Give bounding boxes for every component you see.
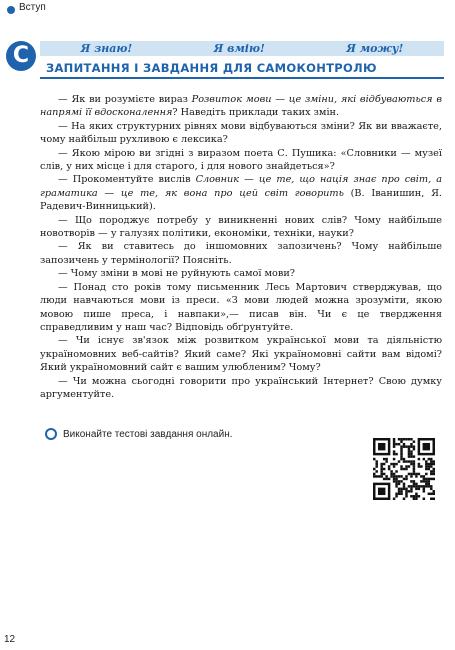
section-badge: С xyxy=(6,41,36,71)
section-label: Вступ xyxy=(19,2,46,13)
circle-bullet-icon xyxy=(45,428,57,440)
motto-know: Я знаю! xyxy=(80,42,133,55)
question-text: — Понад сто років тому письменник Лесь Мартович стверджував, що люди навчаються мови із преси. «З мови людей можна зрозуміти, якою мовою пише преса, і навпаки»,— писав він. Чи є це твердження справедливим у наш час? Відповідь обґрунтуйте. xyxy=(40,281,442,333)
question-text: — Якою мірою ви згідні з виразом поета С. Пушика: «Словники — музеї слів, у них місце і для старого, і для нового знайдеться»? xyxy=(40,147,442,173)
question-item xyxy=(40,93,442,120)
question-item xyxy=(40,173,442,213)
question-text: (В. Іванишин, Я. Радевич-Винницький). xyxy=(40,187,442,213)
question-item xyxy=(40,281,442,335)
question-item xyxy=(40,120,442,147)
question-item xyxy=(40,240,442,267)
question-item xyxy=(40,214,442,241)
online-task[interactable] xyxy=(45,428,233,440)
question-text: — На яких структурних рівнях мови відбуваються зміни? Як ви вважаєте, чому найбільш рухливою є лексика? xyxy=(40,120,442,146)
page-number: 12 xyxy=(4,634,16,645)
question-text: — Чому зміни в мові не руйнують самої мови? xyxy=(58,268,295,280)
online-task-label: Виконайте тестові завдання онлайн. xyxy=(63,428,233,440)
motto-can: Я вмію! xyxy=(213,42,265,55)
quoted-phrase: Словник — це те, що нація знає про світ, а граматика — це те, як вона про цей світ говорить xyxy=(40,174,442,199)
question-item xyxy=(40,267,442,280)
question-item xyxy=(40,375,442,402)
qr-code-icon[interactable] xyxy=(373,438,435,500)
question-item xyxy=(40,334,442,374)
question-text: — Чи можна сьогодні говорити про український Інтернет? Свою думку аргументуйте. xyxy=(40,375,442,400)
question-text: ? Наведіть приклади таких змін. xyxy=(172,107,340,119)
question-text: — Як ви ставитесь до іншомовних запозичень? Чому найбільше запозичень у термінології? Поясніть. xyxy=(40,241,442,266)
questions-list xyxy=(40,93,442,401)
question-text: — Прокоментуйте вислів xyxy=(58,174,196,186)
motto-able: Я можу! xyxy=(346,42,404,55)
question-text: — Що породжує потребу у виникненні нових слів? Чому найбільше новотворів — у галузях політики, економіки, техніки, науки? xyxy=(40,214,442,240)
question-item xyxy=(40,147,442,174)
question-text: — Чи існує зв'язок між розвитком української мови та діяльністю україномовних веб-сайтів? Який саме? Які україномовні сайти вам відомі? Який україномовний сайт є вашим улюбленим? Чому? xyxy=(40,335,442,374)
quoted-phrase: Розвиток мови — це зміни, які відбуваються в напрямі її вдосконалення xyxy=(40,94,442,119)
page-title: ЗАПИТАННЯ І ЗАВДАННЯ ДЛЯ САМОКОНТРОЛЮ xyxy=(46,61,377,75)
title-divider xyxy=(40,77,444,79)
question-text: — Як ви розумієте вираз xyxy=(58,94,192,105)
section-marker-icon xyxy=(7,6,15,14)
mottos xyxy=(40,41,444,56)
